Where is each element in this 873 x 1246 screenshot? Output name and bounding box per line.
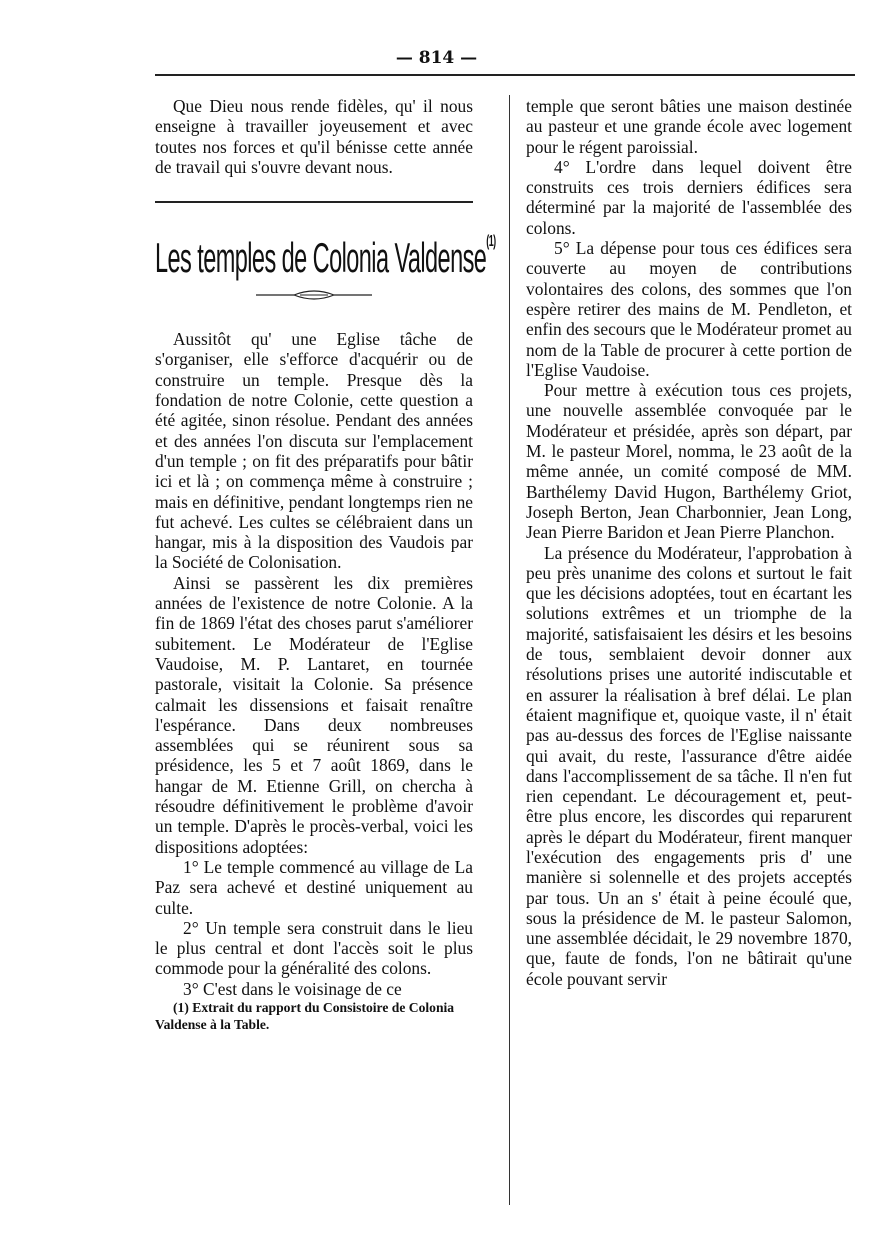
list-item: 2° Un temple sera construit dans le lieu le plus central et dont l'accès soit le plus commode pour la généralité des colons. xyxy=(155,917,473,979)
title-footnote-ref: (1) xyxy=(486,233,496,251)
header-rule xyxy=(155,74,855,76)
continuation-paragraph: temple que seront bâties une maison destinée au pasteur et une grande école avec logement pour le régent paroissial. xyxy=(526,96,852,157)
left-column xyxy=(155,96,496,1033)
article-title-text: Les temples de Colonia Valdense xyxy=(155,234,487,282)
paragraph: La présence du Modérateur, l'approbation à peu près unanime des colons et surtout le fait que les décisions adoptées, tout en écartant les solutions extrêmes et un triomphe de la majorité, satisfaisaient les désirs et les besoins de tous, semblaient devoir donner aux résolutions prises une autorité indiscutable et en assurer la réalisation à bref délai. Le plan étaient magnifique et, quoique vaste, il n' était pas au-dessus des forces de l'Eglise naissante qui avait, du reste, l'assurance d'être aidée dans l'accomplissement de sa tâche. Il n'en fut rien cependant. Le découragement et, peut-être plus encore, les discordes qui reparurent après le départ du Modérateur, firent manquer l'exécution des engagements pris d' une manière si solennelle et des projets acceptés par tous. Un an s' était à peine écoulé que, sous la présidence de M. le pasteur Salomon, une assemblée décidait, le 29 novembre 1870, que, faute de fonds, l'on ne bâtirait qu'une école pouvant servir xyxy=(526,542,852,989)
right-column xyxy=(526,96,852,989)
paragraph: Ainsi se passèrent les dix premières années de l'existence de notre Colonie. A la fin de 1869 l'état des choses parut s'améliorer subitement. Le Modérateur de l'Eglise Vaudoise, M. P. Lantaret, en tournée pastorale, visitait la Colonie. Sa présence calmait les dissensions et faisait renaître l'espérance. Dans deux nombreuses assemblées qui se réunirent sous sa présidence, les 5 et 7 août 1869, dans le hangar de M. Etienne Grill, on chercha à résoudre définitivement le problème d'avoir un temple. D'après le procès-verbal, voici les dispositions adoptées: xyxy=(155,572,473,857)
column-divider xyxy=(509,95,510,1205)
list-item: 3° C'est dans le voisinage de ce xyxy=(183,978,402,999)
ornament-flourish-icon xyxy=(254,289,374,301)
paragraph: Pour mettre à exécution tous ces projets, une nouvelle assemblée convoquée par le Modérateur et présidée, après son départ, par M. le pasteur Morel, nomma, le 23 août de la même année, un comité composé de MM. Barthélemy David Hugon, Barthélemy Griot, Joseph Berton, Jean Charbonnier, Jean Long, Jean Pierre Baridon et Jean Pierre Planchon. xyxy=(526,380,852,543)
intro-paragraph: Que Dieu nous rende fidèles, qu' il nous enseigne à travailler joyeusement et avec toutes nos forces et qu'il bénisse cette année de travail qui s'ouvre devant nous. xyxy=(155,96,473,177)
footnote: (1) Extrait du rapport du Consistoire de Colonia Valdense à la Table. xyxy=(155,999,455,1032)
page-number: — 814 — xyxy=(395,48,478,68)
paragraph: Aussitôt qu' une Eglise tâche de s'organiser, elle s'efforce d'acquérir ou de construire un temple. Presque dès la fondation de notre Colonie, cette question a été agitée, sinon résolue. Pendant des années et des années l'on discuta sur l'emplacement d'un temple ; on fit des préparatifs pour bâtir ici et là ; on commença même à construire ; mais en définitive, pendant longtemps rien ne fut achevé. Les cultes se célébraient dans un hangar, mis à la disposition des Vaudois par la Société de Colonisation. xyxy=(155,329,473,573)
section-divider xyxy=(155,201,473,203)
list-item: 1° Le temple commencé au village de La Paz sera achevé et destiné uniquement au culte. xyxy=(155,856,473,918)
article-title xyxy=(155,217,496,283)
list-item: 4° L'ordre dans lequel doivent être construits ces trois derniers édifices sera déterminé par la majorité de l'assemblée des colons. xyxy=(526,156,852,238)
list-item: 5° La dépense pour tous ces édifices sera couverte au moyen de contributions volontaires des colons, des sommes que l'on espère retirer des mains de M. Pendleton, et enfin des secours que le Modérateur promet au nom de la Table de procurer à cette portion de l'Eglise Vaudoise. xyxy=(526,238,852,380)
